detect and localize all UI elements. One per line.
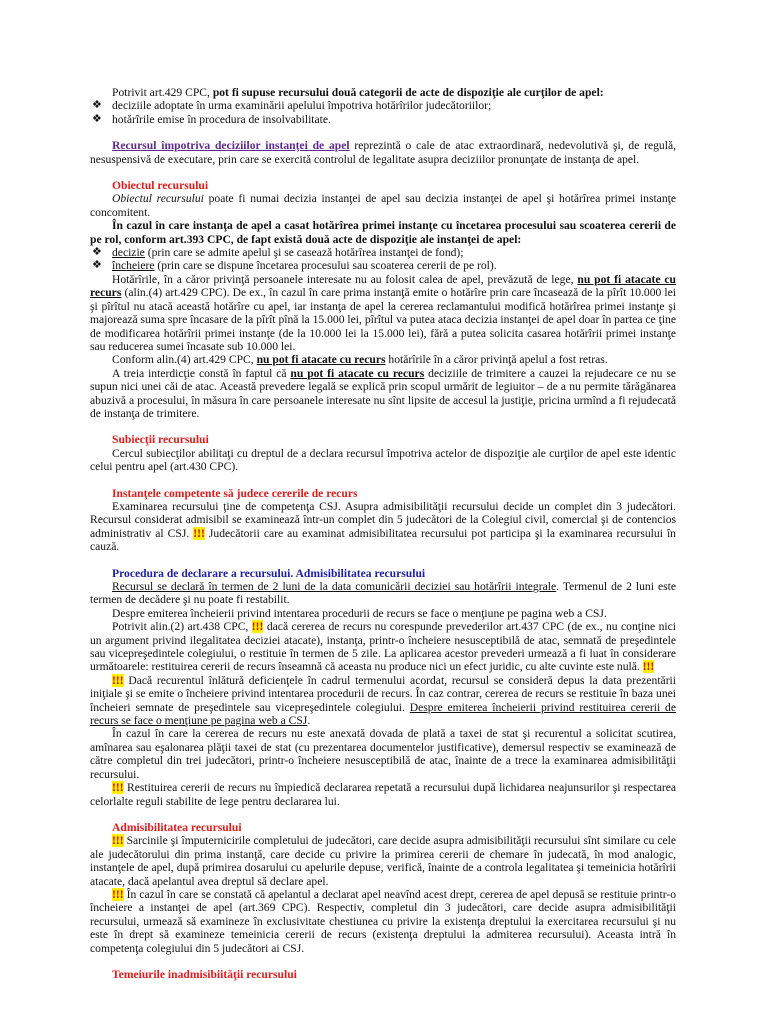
section-heading: Temeiurile inadmisibiităţii recursului xyxy=(112,967,297,981)
exclamation-marker: !!! xyxy=(642,660,655,674)
paragraph: Recursul se declară în termen de 2 luni de la data comunicării deciziei sau hotărîrii integrale. Termenul de 2 luni este termen de decădere şi nu poate fi restabilit. xyxy=(90,580,676,607)
paragraph: Despre emiterea încheierii privind intentarea procedurii de recurs se face o menţiune pe pagina web a CSJ. xyxy=(112,606,607,620)
section-heading: Procedura de declarare a recursului. Admisibilitatea recursului xyxy=(112,566,426,580)
exclamation-marker: !!! xyxy=(112,781,124,795)
exclamation-marker: !!! xyxy=(112,673,124,687)
paragraph: Obiectul recursului poate fi numai decizia instanţei de apel sau decizia instanţei de apel şi hotărîrea primei instanţe concomitent. xyxy=(90,192,676,219)
paragraph: !!! În cazul în care se constată că apelantul a declarat apel neavînd acest drept, cererea de apel depusă se restituie printr-o încheiere a instanţei de apel (art.369 CPC). Respectiv, completul din 3 judecători, care decide asupra admisibilităţii recursului, urmează să examineze în exclusivitate chestiunea cu privire la existenţa dreptului la exercitarea recursului şi nu este în drept să examineze temeinicia cererii de recurs (existenţa dreptului la admiterea recursului). Aceasta intră în competenţa colegiului din 5 judecători ai CSJ. xyxy=(90,887,676,955)
exclamation-marker: !!! xyxy=(112,887,124,901)
diamond-bullet-icon: ❖ xyxy=(92,259,102,272)
paragraph: În cazul în care instanţa de apel a casat hotărîrea primei instanţe cu încetarea procesului sau scoaterea cererii de pe rol, conform art.393 CPC, de fapt există două acte de dispoziţie ale instanţei de apel: xyxy=(90,219,676,246)
section-heading: Obiectul recursului xyxy=(112,179,209,193)
paragraph: Cercul subiecţilor abilitaţi cu dreptul de a declara recursul împotriva actelor de dispoziţie ale curţilor de apel este identic celui pentru apel (art.430 CPC). xyxy=(90,446,676,474)
exclamation-marker: !!! xyxy=(112,834,124,848)
list-item: ❖ deciziile adoptate în urma examinării apelului împotriva hotărîrilor judecătoriilor; xyxy=(92,99,492,113)
list-item: ❖ hotărîrile emise în procedura de insolvabilitate. xyxy=(92,112,331,126)
paragraph: Conform alin.(4) art.429 CPC, nu pot fi atacate cu recurs hotărîrile în a căror privinţă apelul a fost retras. xyxy=(112,353,608,367)
recurs-link[interactable]: Recursul împotriva deciziilor instanţei de apel xyxy=(112,139,350,153)
exclamation-marker: !!! xyxy=(193,526,205,540)
section-heading: Instanţele competente să judece cererile de recurs xyxy=(112,486,358,500)
paragraph: !!! Restituirea cererii de recurs nu împiedică declararea repetată a recursului după lichidarea neajunsurilor şi respectarea celorlalte reguli stabilite de lege pentru declararea lui. xyxy=(90,781,676,808)
paragraph: A treia interdicţie constă în faptul că nu pot fi atacate cu recurs deciziile de trimitere a cauzei la rejudecare ce nu se supun nici unei căi de atac. Această prevedere legală se explică prin scopul urmărit de legiuitor – de a nu permite tărăgănarea abuzivă a procesului, în măsura în care persoanele interesate nu sînt lipsite de accesul la justiţie, pricina urmînd a fi rejudecată de instanţa de trimitere. xyxy=(90,366,677,420)
section-heading: Subiecţii recursului xyxy=(112,433,209,447)
paragraph: Potrivit alin.(2) art.438 CPC, !!! dacă cererea de recurs nu corespunde prevederilor art.437 CPC (de ex., nu conţine nici un argument privind ilegalitatea deciziei atacate), instanţa, printr-o încheiere nesusceptibilă de atac, semnată de preşedintele sau vicepreşedintele colegiului, o restituie în termen de 5 zile. La aplicarea acestor prevederi urmează a fi luat în considerare următoarele: restituirea cererii de recurs înseamnă că aceasta nu produce nici un efect juridic, cu alte cuvinte este nulă. !!! xyxy=(90,620,676,674)
paragraph: !!! Dacă recurentul înlătură deficienţele în cadrul termenului acordat, recursul se consideră depus la data prezentării iniţiale şi se emite o încheiere privind intentarea procedurii de recurs. În caz contrar, cererea de recurs se restituie în baza unei încheieri semnate de preşedintele sau vicepreşedintele colegiului. Despre emiterea încheierii privind restituirea cererii de recurs se face o menţiune pe pagina web a CSJ. xyxy=(90,673,677,728)
diamond-bullet-icon: ❖ xyxy=(92,99,102,112)
document-body xyxy=(90,86,676,981)
paragraph: Recursul împotriva deciziilor instanţei de apel reprezintă o cale de atac extraordinară, nedevolutivă şi, de regulă, nesuspensivă de executare, prin care se exercită controlul de legalitate asupra deciziilor pronunţate de instanţa de apel. xyxy=(90,139,676,166)
list-item: ❖ decizie (prin care se admite apelul şi se casează hotărîrea instanţei de fond); xyxy=(92,246,464,260)
paragraph: Examinarea recursului ţine de competenţa CSJ. Asupra admisibilităţii recursului decide un complet din 3 judecători. Recursul considerat admisibil se examinează într-un complet din 5 judecători de la Colegiul civil, comercial şi de contencios administrativ al CSJ. !!! Judecătorii care au examinat admisibilitatea recursului pot participa şi la examinarea recursului în cauză. xyxy=(90,499,676,554)
exclamation-marker: !!! xyxy=(251,620,264,634)
list-item: ❖ încheiere (prin care se dispune încetarea procesului sau scoaterea cererii de pe rol). xyxy=(92,259,497,273)
diamond-bullet-icon: ❖ xyxy=(92,112,102,125)
paragraph: Hotărîrile, în a căror privinţă persoanele interesate nu au folosit calea de apel, prevăzută de lege, nu pot fi atacate cu recurs (alin.(4) art.429 CPC). De ex., în cazul în care prima instanţă emite o hotărîre prin care încasează de la pîrît 10.000 lei şi pîrîtul nu atacă această hotărîre cu apel, iar instanţa de apel la cererea reclamantului modifică hotărîrea primei instanţe şi majorează suma spre încasare de la pîrît pînă la 15.000 lei, pîrîtul va putea ataca decizia instanţei de apel doar în partea ce ţine de modificarea hotărîrii primei instanţe (de la 10.000 lei la 15.000 lei), fără a putea solicita casarea hotărîrii primei instanţe sau reducerea sumei încasate sub 10.000 lei. xyxy=(90,272,676,353)
paragraph: În cazul în care la cererea de recurs nu este anexată dovada de plată a taxei de stat şi recurentul a solicitat scutirea, amînarea sau eşalonarea plăţii taxei de stat (cu prezentarea documentelor justificative), demersul respectiv se examinează de către completul din trei judecători, printr-o încheiere nesusceptibilă de atac, înainte de a trece la examinarea admisibilităţii recursului. xyxy=(90,727,676,781)
paragraph: !!! Sarcinile şi împuternicirile completului de judecători, care decide asupra admisibilităţii recursului sînt similare cu cele ale judecătorului din prima instanţă, care decide cu privire la primirea cererii de chemare în judecată, în mod analogic, instanţele de apel, după primirea dosarului cu apelurile depuse, verifică, înainte de a controla legalitatea şi temeinicia hotărîrii atacate, dacă apelantul avea dreptul să declare apel. xyxy=(90,834,676,888)
diamond-bullet-icon: ❖ xyxy=(92,246,102,259)
paragraph: Potrivit art.429 CPC, pot fi supuse recursului două categorii de acte de dispoziţie ale curţilor de apel: xyxy=(112,86,604,99)
section-heading: Admisibilitatea recursului xyxy=(112,820,242,834)
